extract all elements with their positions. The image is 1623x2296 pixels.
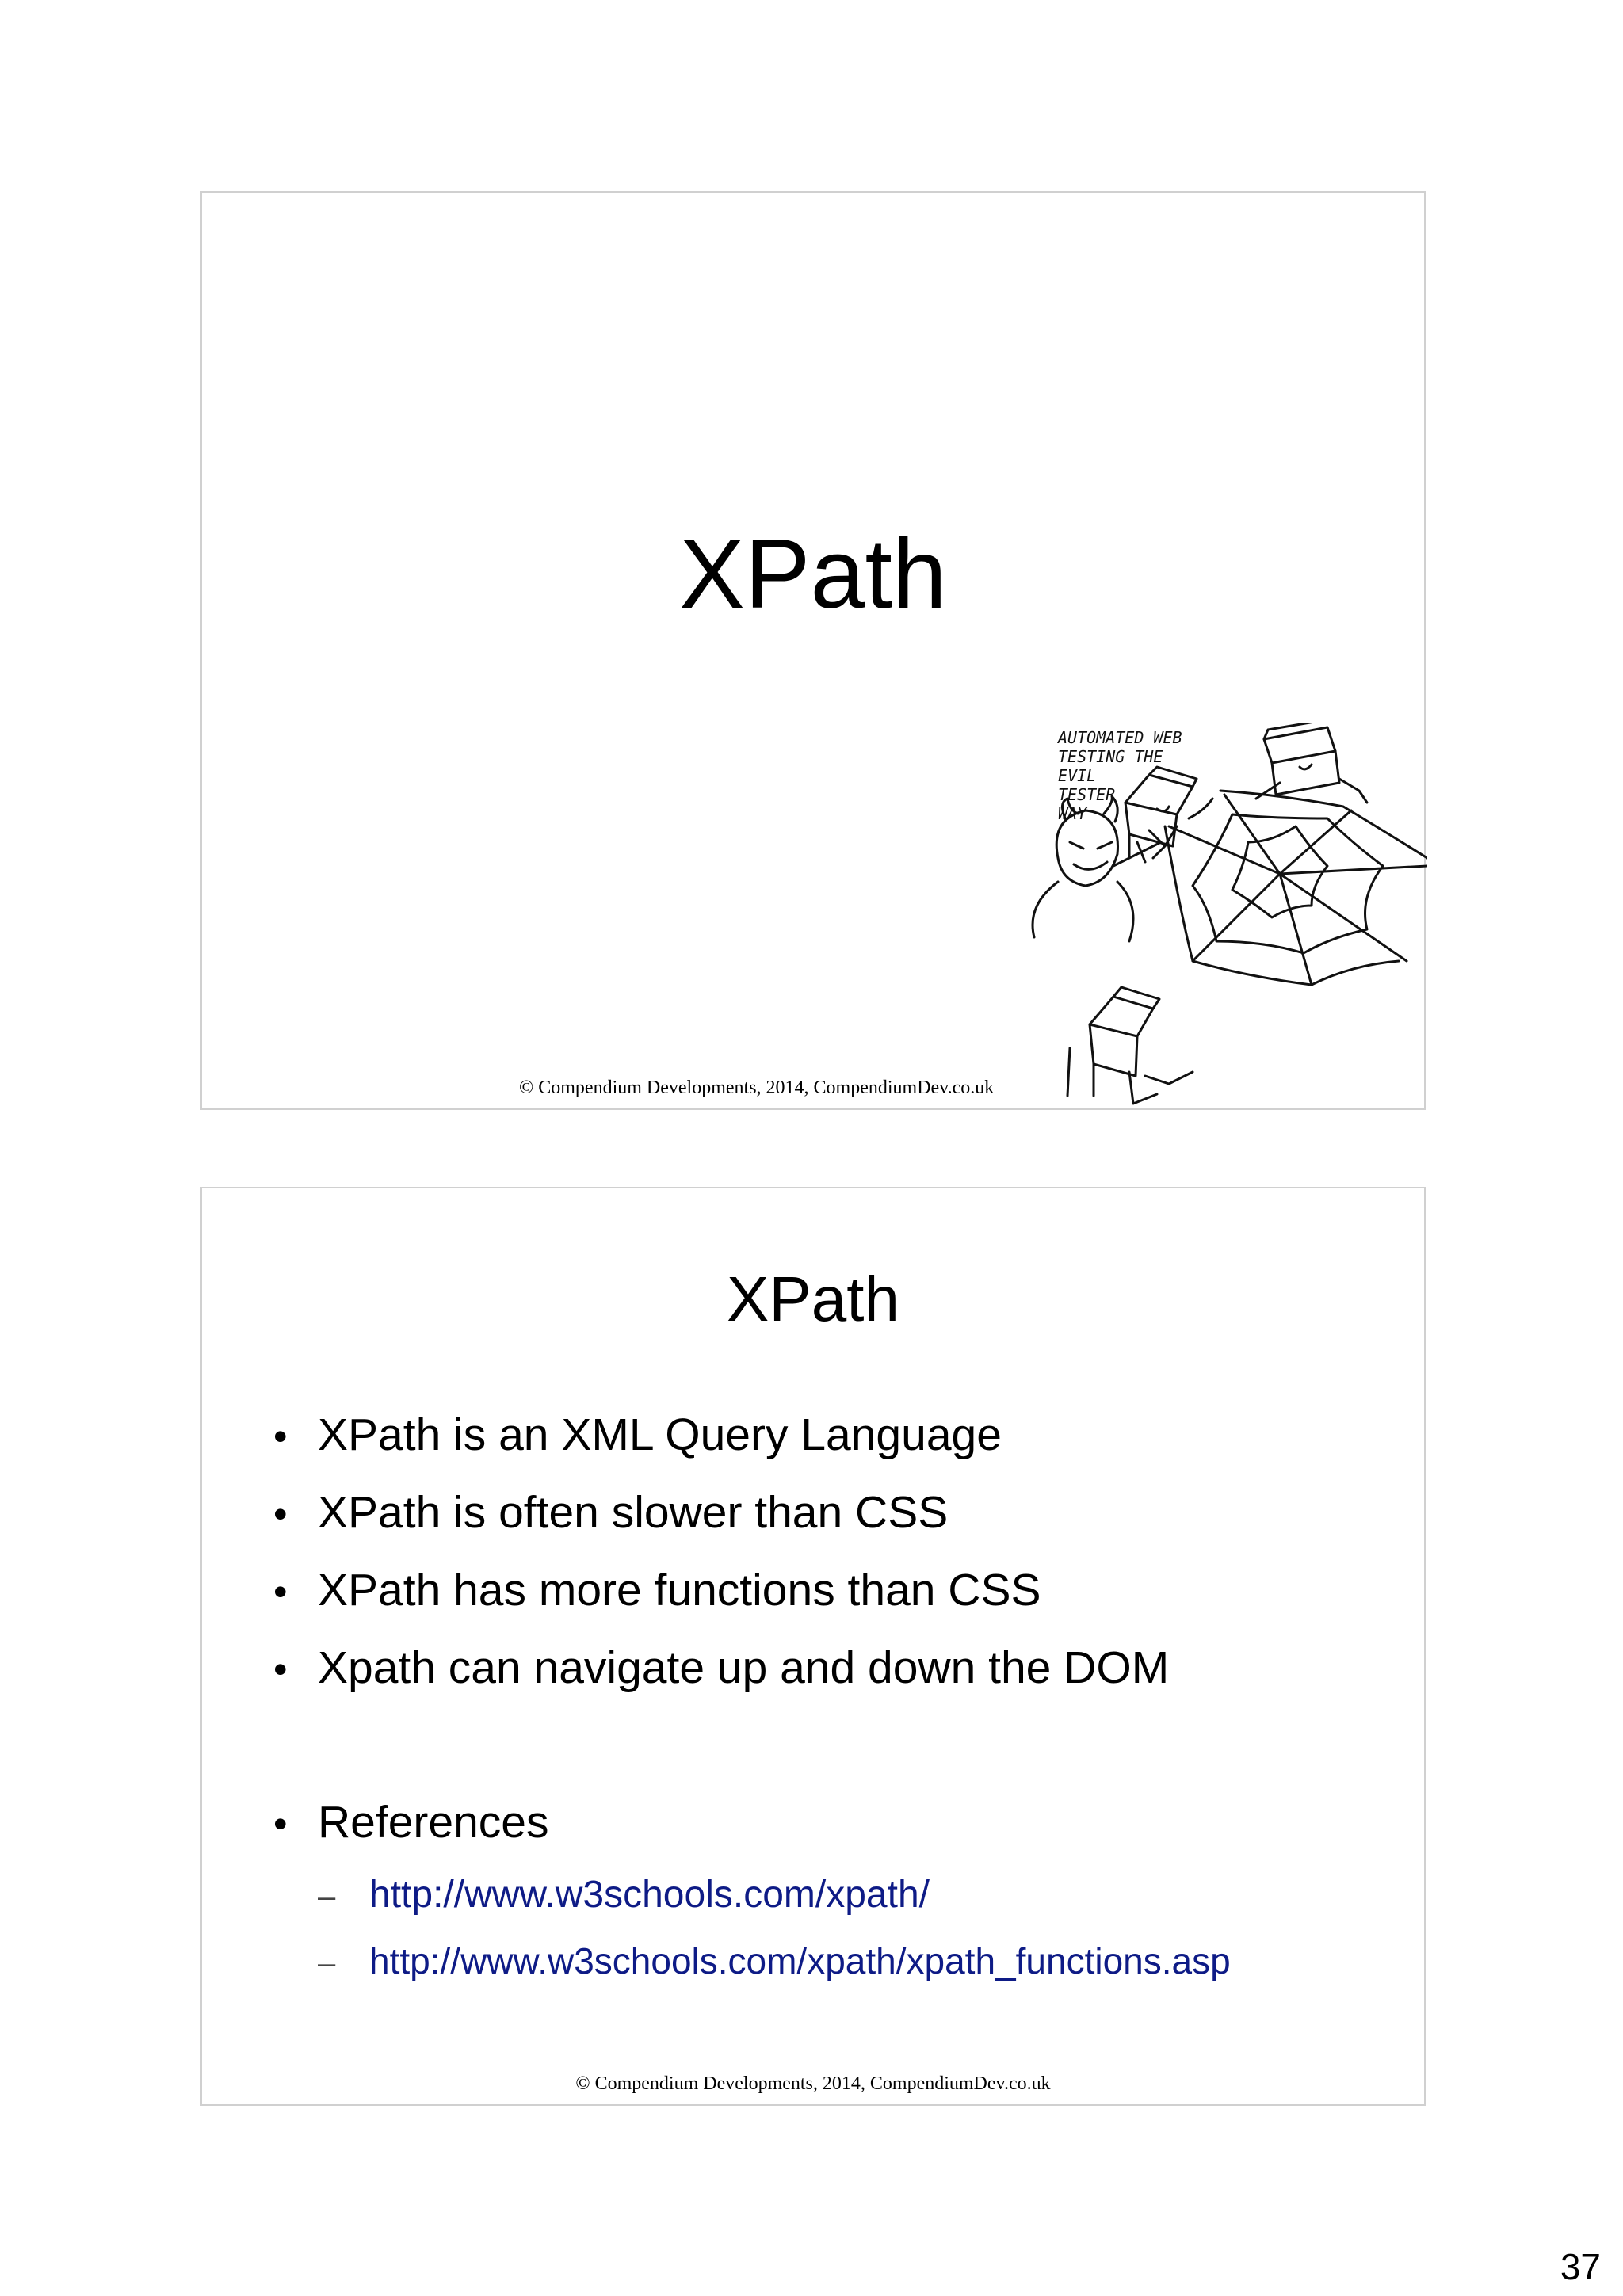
cartoon-caption-line: TESTING THE (1058, 747, 1163, 766)
bullet-icon: • (273, 1802, 288, 1846)
bullet-item (273, 1474, 1399, 1551)
bullet-text: XPath has more functions than CSS (318, 1565, 1041, 1615)
bullet-item (273, 1551, 1399, 1629)
bullet-icon: • (273, 1414, 288, 1459)
box-character-icon (1256, 723, 1367, 803)
cartoon-caption-line: TESTER (1058, 785, 1116, 804)
bullet-text: References (318, 1797, 549, 1848)
cartoon-caption-line: EVIL (1058, 766, 1097, 785)
reference-link[interactable]: http://www.w3schools.com/xpath/xpath_functions.asp (369, 1940, 1231, 1981)
evil-tester-cartoon (1010, 723, 1427, 1112)
bullet-icon: • (273, 1492, 288, 1536)
cartoon-caption-line: AUTOMATED WEB (1058, 728, 1182, 747)
reference-item (318, 1861, 1399, 1929)
slide-footer: © Compendium Developments, 2014, CompendiumDev.co.uk (519, 1077, 995, 1098)
bullet-icon: • (273, 1647, 288, 1691)
dash-icon: – (318, 1946, 336, 1981)
bullet-text: XPath is often slower than CSS (318, 1487, 949, 1538)
slide-heading: XPath (727, 1264, 899, 1334)
slide-title-heading: XPath (679, 520, 947, 629)
bullet-text: Xpath can navigate up and down the DOM (318, 1642, 1170, 1693)
dash-icon: – (318, 1879, 336, 1914)
slide-footer: © Compendium Developments, 2014, CompendiumDev.co.uk (575, 2073, 1051, 2094)
page-number: 37 (1560, 2246, 1601, 2287)
reference-item (318, 1929, 1399, 1993)
bullet-item (273, 1629, 1399, 1707)
reference-link[interactable]: http://www.w3schools.com/xpath/ (369, 1874, 930, 1916)
spider-web-icon (1165, 791, 1427, 985)
bullet-text: XPath is an XML Query Language (318, 1409, 1002, 1460)
slide-title (200, 191, 1426, 1110)
devil-icon (1033, 796, 1177, 941)
slide-content (200, 1187, 1426, 2106)
bullet-list (273, 1396, 1399, 1993)
bullet-item-references (273, 1783, 1399, 1861)
cartoon-caption-line: WAY (1058, 804, 1087, 823)
bullet-item (273, 1396, 1399, 1474)
bullet-icon: • (273, 1569, 288, 1614)
